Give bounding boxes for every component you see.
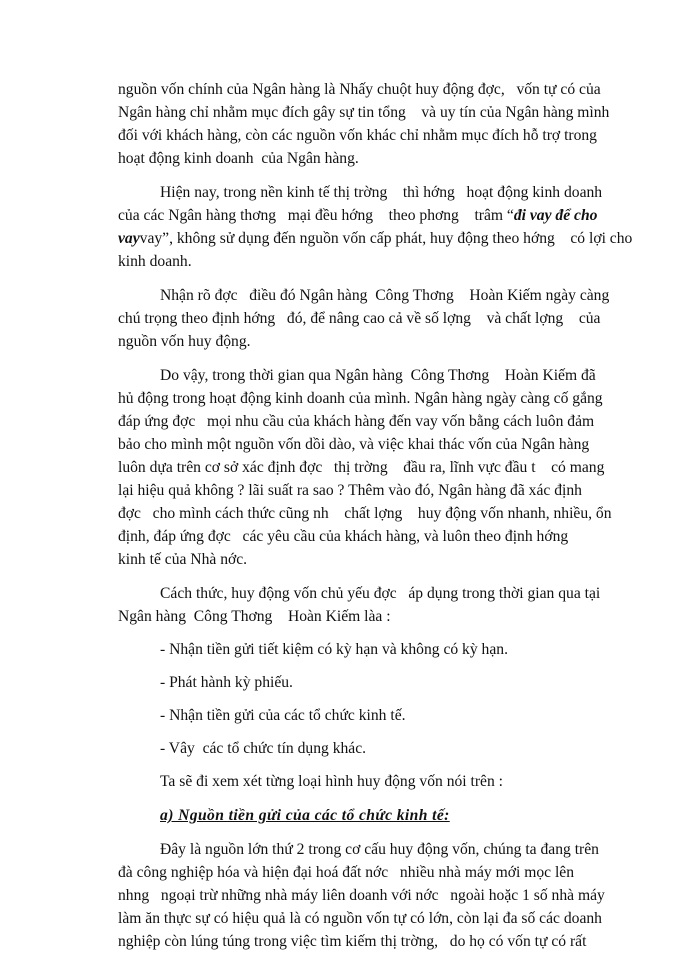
text-line: đối với khách hàng, còn các nguồn vốn khác chỉ nhằm mục đích hỗ trợ trong <box>118 127 597 144</box>
list-item: - Phát hành kỳ phiếu. <box>160 674 293 691</box>
list-item: - Vây các tổ chức tín dụng khác. <box>160 740 367 757</box>
text-line: đáp ứng đợc mọi nhu cầu của khách hàng đến vay vốn bằng cách luôn đảm <box>118 413 595 430</box>
text-line: làm ăn thực sự có hiệu quả là có nguồn vốn tự có lớn, còn lại đa số các doanh <box>118 910 602 927</box>
text-line: nguồn vốn chính của Ngân hàng là Nhấy chuột huy động đợc, vốn tự có của <box>118 81 601 98</box>
text-line: kinh doanh. <box>118 253 192 270</box>
text-line: Đây là nguồn lớn thứ 2 trong cơ cấu huy động vốn, chúng ta đang trên <box>160 841 599 858</box>
text-span: vay”, không sử dụng đến nguồn vốn cấp phát, huy động theo hớng có lợi cho <box>139 230 633 247</box>
text-line: Ngân hàng Công Thơng Hoàn Kiếm làa : <box>118 608 391 625</box>
text-line: Hiện nay, trong nền kinh tế thị trờng thì hớng hoạt động kinh doanh <box>160 184 603 201</box>
text-line: nguồn vốn huy động. <box>118 333 251 350</box>
text-span: của các Ngân hàng thơng mại đều hớng theo phơng trâm “ <box>118 207 514 224</box>
emphasized-phrase: vay <box>118 230 140 247</box>
text-line: Ngân hàng chỉ nhằm mục đích gây sự tin tổng và uy tín của Ngân hàng mình <box>118 104 610 121</box>
text-line: đà công nghiệp hóa và hiện đại hoá đất nớc nhiều nhà máy mới mọc lên <box>118 864 575 881</box>
text-line: nhng ngoại trừ những nhà máy liên doanh với nớc ngoài hoặc 1 số nhà máy <box>118 887 605 904</box>
text-line: lại hiệu quả không ? lãi suất ra sao ? Thêm vào đó, Ngân hàng đã xác định <box>118 482 582 499</box>
intro-sentence: Ta sẽ đi xem xét từng loại hình huy động vốn nói trên : <box>160 773 504 790</box>
text-line <box>118 206 638 226</box>
text-line: đợc cho mình cách thức cũng nh chất lợng huy động vốn nhanh, nhiều, ổn <box>118 505 612 522</box>
text-line: Nhận rõ đợc điều đó Ngân hàng Công Thơng Hoàn Kiếm ngày càng <box>160 287 610 304</box>
list-item: - Nhận tiền gửi tiết kiệm có kỳ hạn và không có kỳ hạn. <box>160 641 508 658</box>
section-heading: a) Nguồn tiền gửi của các tổ chức kinh tế: <box>160 807 450 824</box>
text-line: hoạt động kinh doanh của Ngân hàng. <box>118 150 359 167</box>
text-line: kinh tế của Nhà nớc. <box>118 551 248 568</box>
text-line: chú trọng theo định hớng đó, để nâng cao cả về số lợng và chất lợng của <box>118 310 601 327</box>
text-line: định, đáp ứng đợc các yêu cầu của khách hàng, và luôn theo định hớng <box>118 528 569 545</box>
text-line: hủ động trong hoạt động kinh doanh của mình. Ngân hàng ngày càng cố gắng <box>118 390 603 407</box>
text-line: luôn dựa trên cơ sở xác định đợc thị trờng đầu ra, lĩnh vực đầu t có mang <box>118 459 605 476</box>
text-line: Do vậy, trong thời gian qua Ngân hàng Công Thơng Hoàn Kiếm đã <box>160 367 596 384</box>
text-line: nghiệp còn lúng túng trong việc tìm kiếm thị trờng, do họ có vốn tự có rất <box>118 933 587 950</box>
emphasized-phrase: đi vay để cho <box>513 207 598 224</box>
text-line: Cách thức, huy động vốn chủ yếu đợc áp dụng trong thời gian qua tại <box>160 585 601 602</box>
text-line <box>118 229 638 249</box>
list-item: - Nhận tiền gửi của các tổ chức kinh tế. <box>160 707 406 724</box>
text-line: bảo cho mình một nguồn vốn dồi dào, và việc khai thác vốn của Ngân hàng <box>118 436 590 453</box>
